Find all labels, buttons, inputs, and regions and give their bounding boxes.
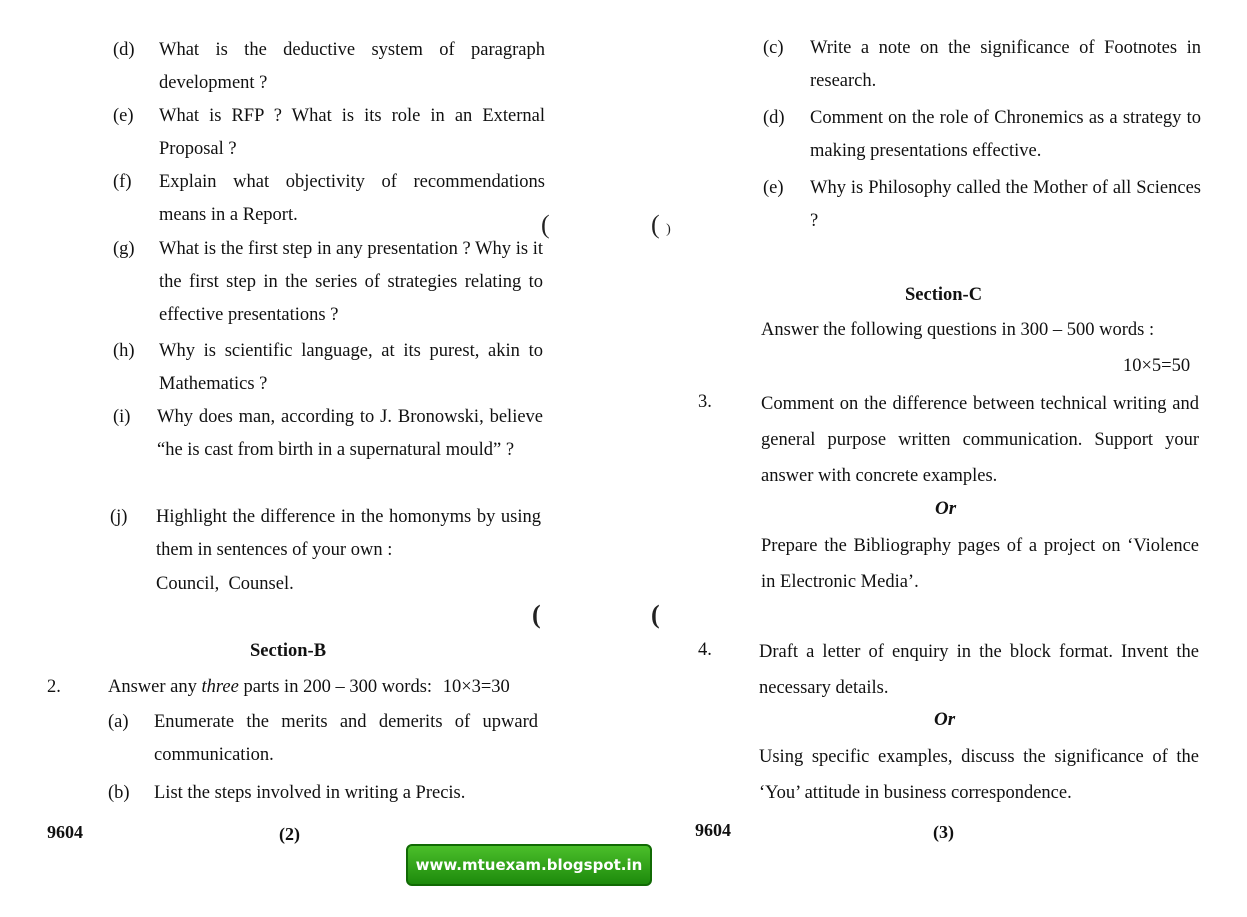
footer-page-number: (3) <box>933 822 954 842</box>
footer-page-number: (2) <box>279 824 300 844</box>
paren-mark: ( <box>651 600 660 629</box>
footer-code: 9604 <box>695 820 731 840</box>
paren-mark: ( ) <box>651 210 671 239</box>
item-label: (d) <box>763 108 785 128</box>
right-page <box>623 0 1247 860</box>
question-2-number: 2. <box>47 677 61 697</box>
item-text: What is the deductive system of paragraph development ? <box>159 40 545 93</box>
section-b-heading: Section-B <box>250 641 327 661</box>
item-label: (d) <box>113 40 135 60</box>
left-page <box>0 0 600 860</box>
section-c-heading: Section-C <box>905 285 983 305</box>
item-label: (i) <box>113 407 131 427</box>
item-text: Enumerate the merits and demerits of upward communication. <box>154 712 538 765</box>
paren-mark: ( <box>541 210 550 239</box>
item-label: (a) <box>108 712 129 732</box>
question-4-number: 4. <box>698 640 712 660</box>
question-text: Using specific examples, discuss the significance of the ‘You’ attitude in business correspondence. <box>759 747 1199 803</box>
item-text: Why does man, according to J. Bronowski, believe “he is cast from birth in a supernatural mould” ? <box>157 407 543 460</box>
item-label: (j) <box>110 507 128 527</box>
instruction-emphasis: three <box>201 677 239 697</box>
section-b-instruction <box>108 677 510 698</box>
item-label: (f) <box>113 172 132 192</box>
item-label: (e) <box>113 106 134 126</box>
item-label: (h) <box>113 341 135 361</box>
question-3-number: 3. <box>698 392 712 412</box>
section-b-marks: 10×3=30 <box>442 677 510 697</box>
item-text: Highlight the difference in the homonyms by using them in sentences of your own : <box>156 507 541 560</box>
item-text: Comment on the role of Chronemics as a strategy to making presentations effective. <box>810 108 1201 161</box>
footer-code: 9604 <box>47 822 83 842</box>
item-text: Why is Philosophy called the Mother of all Sciences ? <box>810 178 1201 231</box>
question-text: Draft a letter of enquiry in the block format. Invent the necessary details. <box>759 642 1199 698</box>
item-text: Write a note on the significance of Footnotes in research. <box>810 38 1201 91</box>
watermark-banner: www.mtuexam.blogspot.in <box>406 844 652 886</box>
item-text: Why is scientific language, at its purest, akin to Mathematics ? <box>159 341 543 394</box>
item-text: Explain what objectivity of recommendations means in a Report. <box>159 172 545 225</box>
homonyms-text: Council, Counsel. <box>156 574 294 594</box>
item-text: What is the first step in any presentation ? Why is it the first step in the series of strategies relating to effective presentations ? <box>159 239 543 325</box>
section-c-instruction: Answer the following questions in 300 – 500 words : <box>761 320 1155 340</box>
question-text: Comment on the difference between technical writing and general purpose written communication. Support your answer with concrete examples. <box>761 394 1199 486</box>
question-text: Prepare the Bibliography pages of a project on ‘Violence in Electronic Media’. <box>761 536 1199 592</box>
item-label: (e) <box>763 178 784 198</box>
section-c-marks: 10×5=50 <box>1123 356 1191 376</box>
paren-mark: ( <box>532 600 541 629</box>
instruction-post: parts in 200 – 300 words: <box>238 677 433 697</box>
question-4-or: Or <box>934 709 956 730</box>
item-text: What is RFP ? What is its role in an External Proposal ? <box>159 106 545 159</box>
item-label: (g) <box>113 239 135 259</box>
item-text: List the steps involved in writing a Precis. <box>154 783 466 803</box>
question-3-or: Or <box>935 498 957 519</box>
instruction-pre: Answer any <box>108 677 202 697</box>
item-label: (c) <box>763 38 784 58</box>
item-label: (b) <box>108 783 130 803</box>
